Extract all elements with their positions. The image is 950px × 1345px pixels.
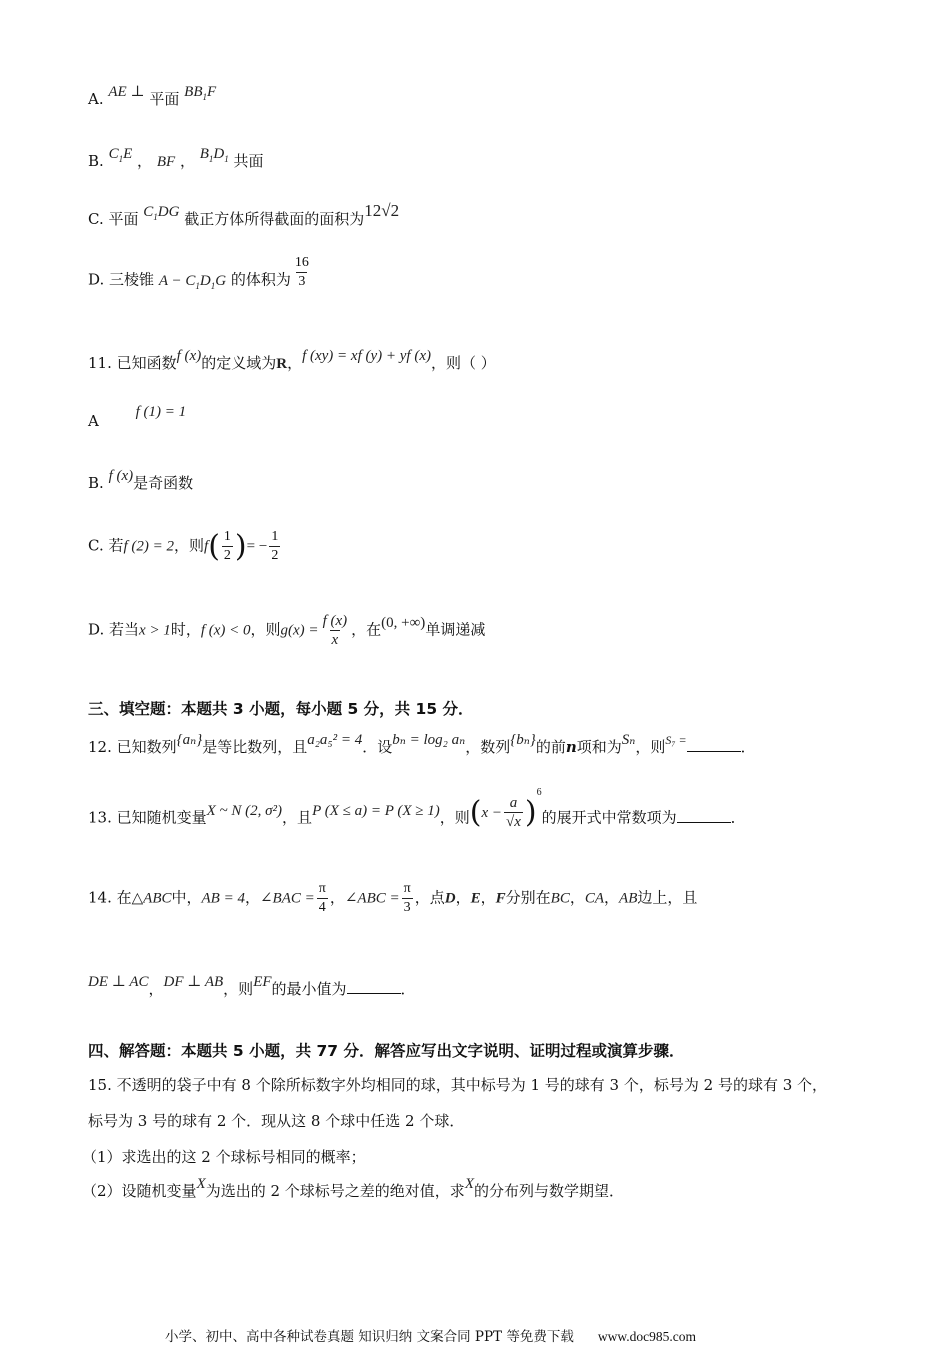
q15-part-2	[82, 1176, 624, 1201]
separator: ，	[148, 980, 164, 998]
frac-den: 3	[403, 900, 411, 915]
question-text: 14. 在	[88, 888, 132, 907]
frac-den: 2	[223, 548, 231, 563]
question-text: 的前	[535, 738, 566, 756]
page-footer	[165, 1325, 696, 1345]
math-expr: bₙ = log₂ aₙ	[392, 732, 466, 748]
math-expr: {bₙ}	[510, 732, 536, 748]
math-expr: f (xy) = xf (y) + yf (x)	[302, 348, 431, 364]
math-expr: f (x) < 0	[200, 622, 251, 639]
question-text: 12. 已知数列	[88, 738, 177, 756]
math-expr: BB	[184, 84, 203, 100]
math-expr: AE ⊥	[108, 84, 145, 100]
question-text: 项和为	[576, 738, 622, 756]
question-text: ．	[740, 738, 756, 756]
footer-text: 小学、初中、高中各种试卷真题 知识归纳 文案合同 PPT 等免费下载	[165, 1329, 574, 1345]
math-sub: 1	[208, 154, 214, 164]
q15-part-1: （1）求选出的这 2 个球标号相同的概率；	[82, 1148, 366, 1166]
option-text: 的体积为	[230, 270, 291, 289]
math-expr: B	[199, 146, 209, 162]
fraction	[321, 612, 350, 649]
math-expr: 12√2	[364, 201, 400, 220]
q10-option-d	[88, 255, 313, 299]
math-expr: BC	[550, 890, 570, 907]
separator: ，	[480, 888, 496, 907]
frac-den: 2	[271, 548, 279, 563]
math-expr: ∠BAC =	[259, 890, 315, 907]
math-sub: 1	[224, 154, 229, 164]
math-expr: a₂a₅² = 4	[307, 732, 363, 748]
math-sub: 1	[210, 280, 216, 291]
separator: ，	[179, 152, 195, 170]
math-expr: f (x)	[108, 468, 134, 484]
fraction	[317, 880, 328, 917]
question-text: 是等比数列，且	[202, 738, 308, 756]
option-text: ，在	[351, 620, 382, 639]
frac-num: f (x)	[322, 613, 348, 629]
option-label: B.	[88, 152, 104, 170]
question-text: ．	[400, 980, 416, 998]
math-expr: DF ⊥ AB	[163, 974, 224, 990]
option-text: 平面	[149, 90, 180, 108]
frac-den: x	[331, 632, 339, 648]
frac-num: 1	[223, 529, 231, 544]
question-text: 为选出的 2 个球标号之差的绝对值，求	[205, 1182, 465, 1200]
math-expr: C	[108, 146, 119, 162]
frac-den: √x	[506, 814, 521, 830]
option-text: 共面	[233, 152, 264, 170]
math-expr: E	[470, 890, 481, 907]
q11-option-d	[88, 612, 485, 649]
frac-num: π	[318, 881, 326, 896]
answer-blank[interactable]	[687, 737, 741, 752]
option-label: D. 三棱锥	[88, 270, 155, 289]
math-expr: E	[123, 146, 133, 162]
math-expr: D	[444, 890, 456, 907]
math-expr: AB = 4	[201, 890, 245, 907]
frac-num: π	[403, 881, 411, 896]
math-sub: 1	[118, 154, 124, 164]
math-expr: Sₙ	[621, 732, 636, 748]
math-expr: ∠ABC =	[344, 890, 400, 907]
math-expr: P (X ≤ a) = P (X ≥ 1)	[312, 802, 440, 819]
question-text: ，则（ ）	[431, 354, 496, 372]
math-expr: f (x)	[176, 348, 202, 364]
exponent: 6	[536, 786, 542, 798]
question-text: 的展开式中常数项为	[541, 808, 677, 827]
option-label: C. 平面	[88, 210, 139, 228]
math-expr: DE ⊥ AC	[88, 974, 149, 990]
option-text: ，则	[250, 620, 281, 639]
q13: 13. 已知随机变量X ~ N (2, σ²)，且P (X ≤ a) = P (X ≥ 1)，则(x − $\frac{a}{√x}$ )$^6$的展开式中常数项为 ．	[88, 786, 746, 830]
math-expr: n	[565, 738, 577, 756]
option-label: D. 若当	[88, 620, 140, 639]
option-label: B.	[88, 474, 104, 492]
math-expr: f (2) = 2	[123, 538, 175, 555]
math-expr: EF	[253, 974, 272, 990]
math-expr: x > 1	[139, 622, 171, 639]
math-expr: F	[495, 890, 506, 907]
question-text: 中，	[171, 888, 202, 907]
option-text: ，则	[174, 536, 205, 555]
answer-blank[interactable]	[347, 979, 401, 994]
question-text: 边上，且	[637, 888, 698, 907]
math-expr: X ~ N (2, σ²)	[206, 802, 283, 819]
math-expr: = −	[246, 538, 268, 555]
math-expr: f (1) = 1	[135, 404, 187, 420]
math-expr: AB	[619, 890, 638, 907]
q11-option-c: C. 若f (2) = 2，则f( $\frac{1}{2}$ )= − $\frac{1}{2}$	[88, 529, 279, 564]
q10-option-a	[88, 84, 217, 110]
math-expr: A − C	[158, 272, 196, 289]
question-text: ，则	[439, 808, 470, 827]
question-text: ，	[329, 888, 345, 907]
option-text: 截正方体所得截面的面积为	[184, 210, 365, 228]
math-expr: g(x) =	[280, 622, 319, 639]
math-expr: △ABC	[131, 890, 172, 907]
question-text: （2）设随机变量	[82, 1182, 197, 1200]
question-text: ，则	[635, 738, 666, 756]
option-text: 单调递减	[425, 620, 486, 639]
fraction	[222, 528, 233, 565]
separator: ，	[137, 152, 153, 170]
question-text: 11. 已知函数	[88, 354, 177, 372]
option-label: A.	[88, 90, 104, 108]
q11-option-b	[88, 468, 194, 493]
separator: ，	[287, 354, 303, 372]
frac-num: 1	[271, 529, 279, 544]
question-text: ，则	[223, 980, 254, 998]
math-sub: 1	[153, 212, 158, 222]
math-sub: 1	[202, 92, 207, 102]
q11-stem	[88, 348, 496, 373]
fraction	[402, 880, 413, 917]
math-sub: 1	[195, 280, 200, 291]
frac-num: a	[509, 795, 518, 811]
math-expr: C	[143, 204, 154, 220]
option-label: A	[88, 412, 99, 430]
math-expr: F	[206, 84, 217, 100]
question-text: 13. 已知随机变量	[88, 808, 207, 827]
q10-option-c	[88, 201, 400, 230]
math-expr: D	[213, 146, 225, 162]
option-text: 时，	[170, 620, 201, 639]
math-expr: D	[199, 272, 211, 289]
q11-option-a	[88, 404, 187, 431]
math-expr: x −	[481, 804, 503, 821]
q15-line-1: 15. 不透明的袋子中有 8 个除所标数字外均相同的球，其中标号为 1 号的球有 3 个，标号为 2 号的球有 3 个，	[88, 1076, 828, 1094]
math-expr: CA	[584, 890, 605, 907]
math-expr: X	[464, 1176, 474, 1192]
section-heading-fill-in: 三、填空题：本题共 3 小题，每小题 5 分，共 15 分．	[88, 700, 474, 718]
answer-blank[interactable]	[677, 808, 731, 823]
question-text: ，	[244, 888, 260, 907]
frac-num: 16	[294, 255, 309, 270]
question-text: ．设	[362, 738, 393, 756]
math-expr: DG	[157, 204, 180, 220]
option-label: C. 若	[88, 536, 124, 555]
question-text: ，点	[414, 888, 445, 907]
section-heading-answers: 四、解答题：本题共 5 小题，共 77 分．解答应写出文字说明、证明过程或演算步骤．	[88, 1042, 685, 1060]
question-text: ，且	[282, 808, 313, 827]
separator: ，	[569, 888, 585, 907]
math-expr: X	[196, 1176, 206, 1192]
q10-option-b	[88, 146, 264, 172]
fraction	[293, 254, 311, 291]
question-text: 的最小值为	[271, 980, 347, 998]
math-expr: R	[276, 356, 288, 372]
math-expr: S₇ =	[665, 733, 687, 747]
math-expr: {aₙ}	[176, 732, 203, 748]
frac-den: 4	[318, 900, 326, 915]
separator: ，	[455, 888, 471, 907]
option-text: 是奇函数	[133, 474, 194, 492]
q14-line-1	[88, 880, 697, 917]
question-text: 的定义域为	[201, 354, 277, 372]
frac-den: 3	[298, 274, 306, 289]
question-text: 分别在	[505, 888, 551, 907]
math-expr: G	[215, 272, 227, 289]
q15-line-2: 标号为 3 号的球有 2 个．现从这 8 个球中任选 2 个球．	[88, 1112, 465, 1130]
fraction	[504, 794, 523, 831]
math-expr: (0, +∞)	[381, 614, 426, 631]
question-text: ，数列	[465, 738, 511, 756]
fraction	[269, 528, 280, 565]
q12	[88, 732, 756, 757]
separator: ，	[604, 888, 620, 907]
question-text: 的分布列与数学期望．	[473, 1182, 624, 1200]
question-text: ．	[730, 808, 746, 827]
q14-line-2	[88, 974, 416, 999]
footer-link[interactable]: www.doc985.com	[597, 1329, 696, 1344]
math-expr: f	[204, 538, 209, 555]
math-expr: BF	[156, 154, 176, 170]
